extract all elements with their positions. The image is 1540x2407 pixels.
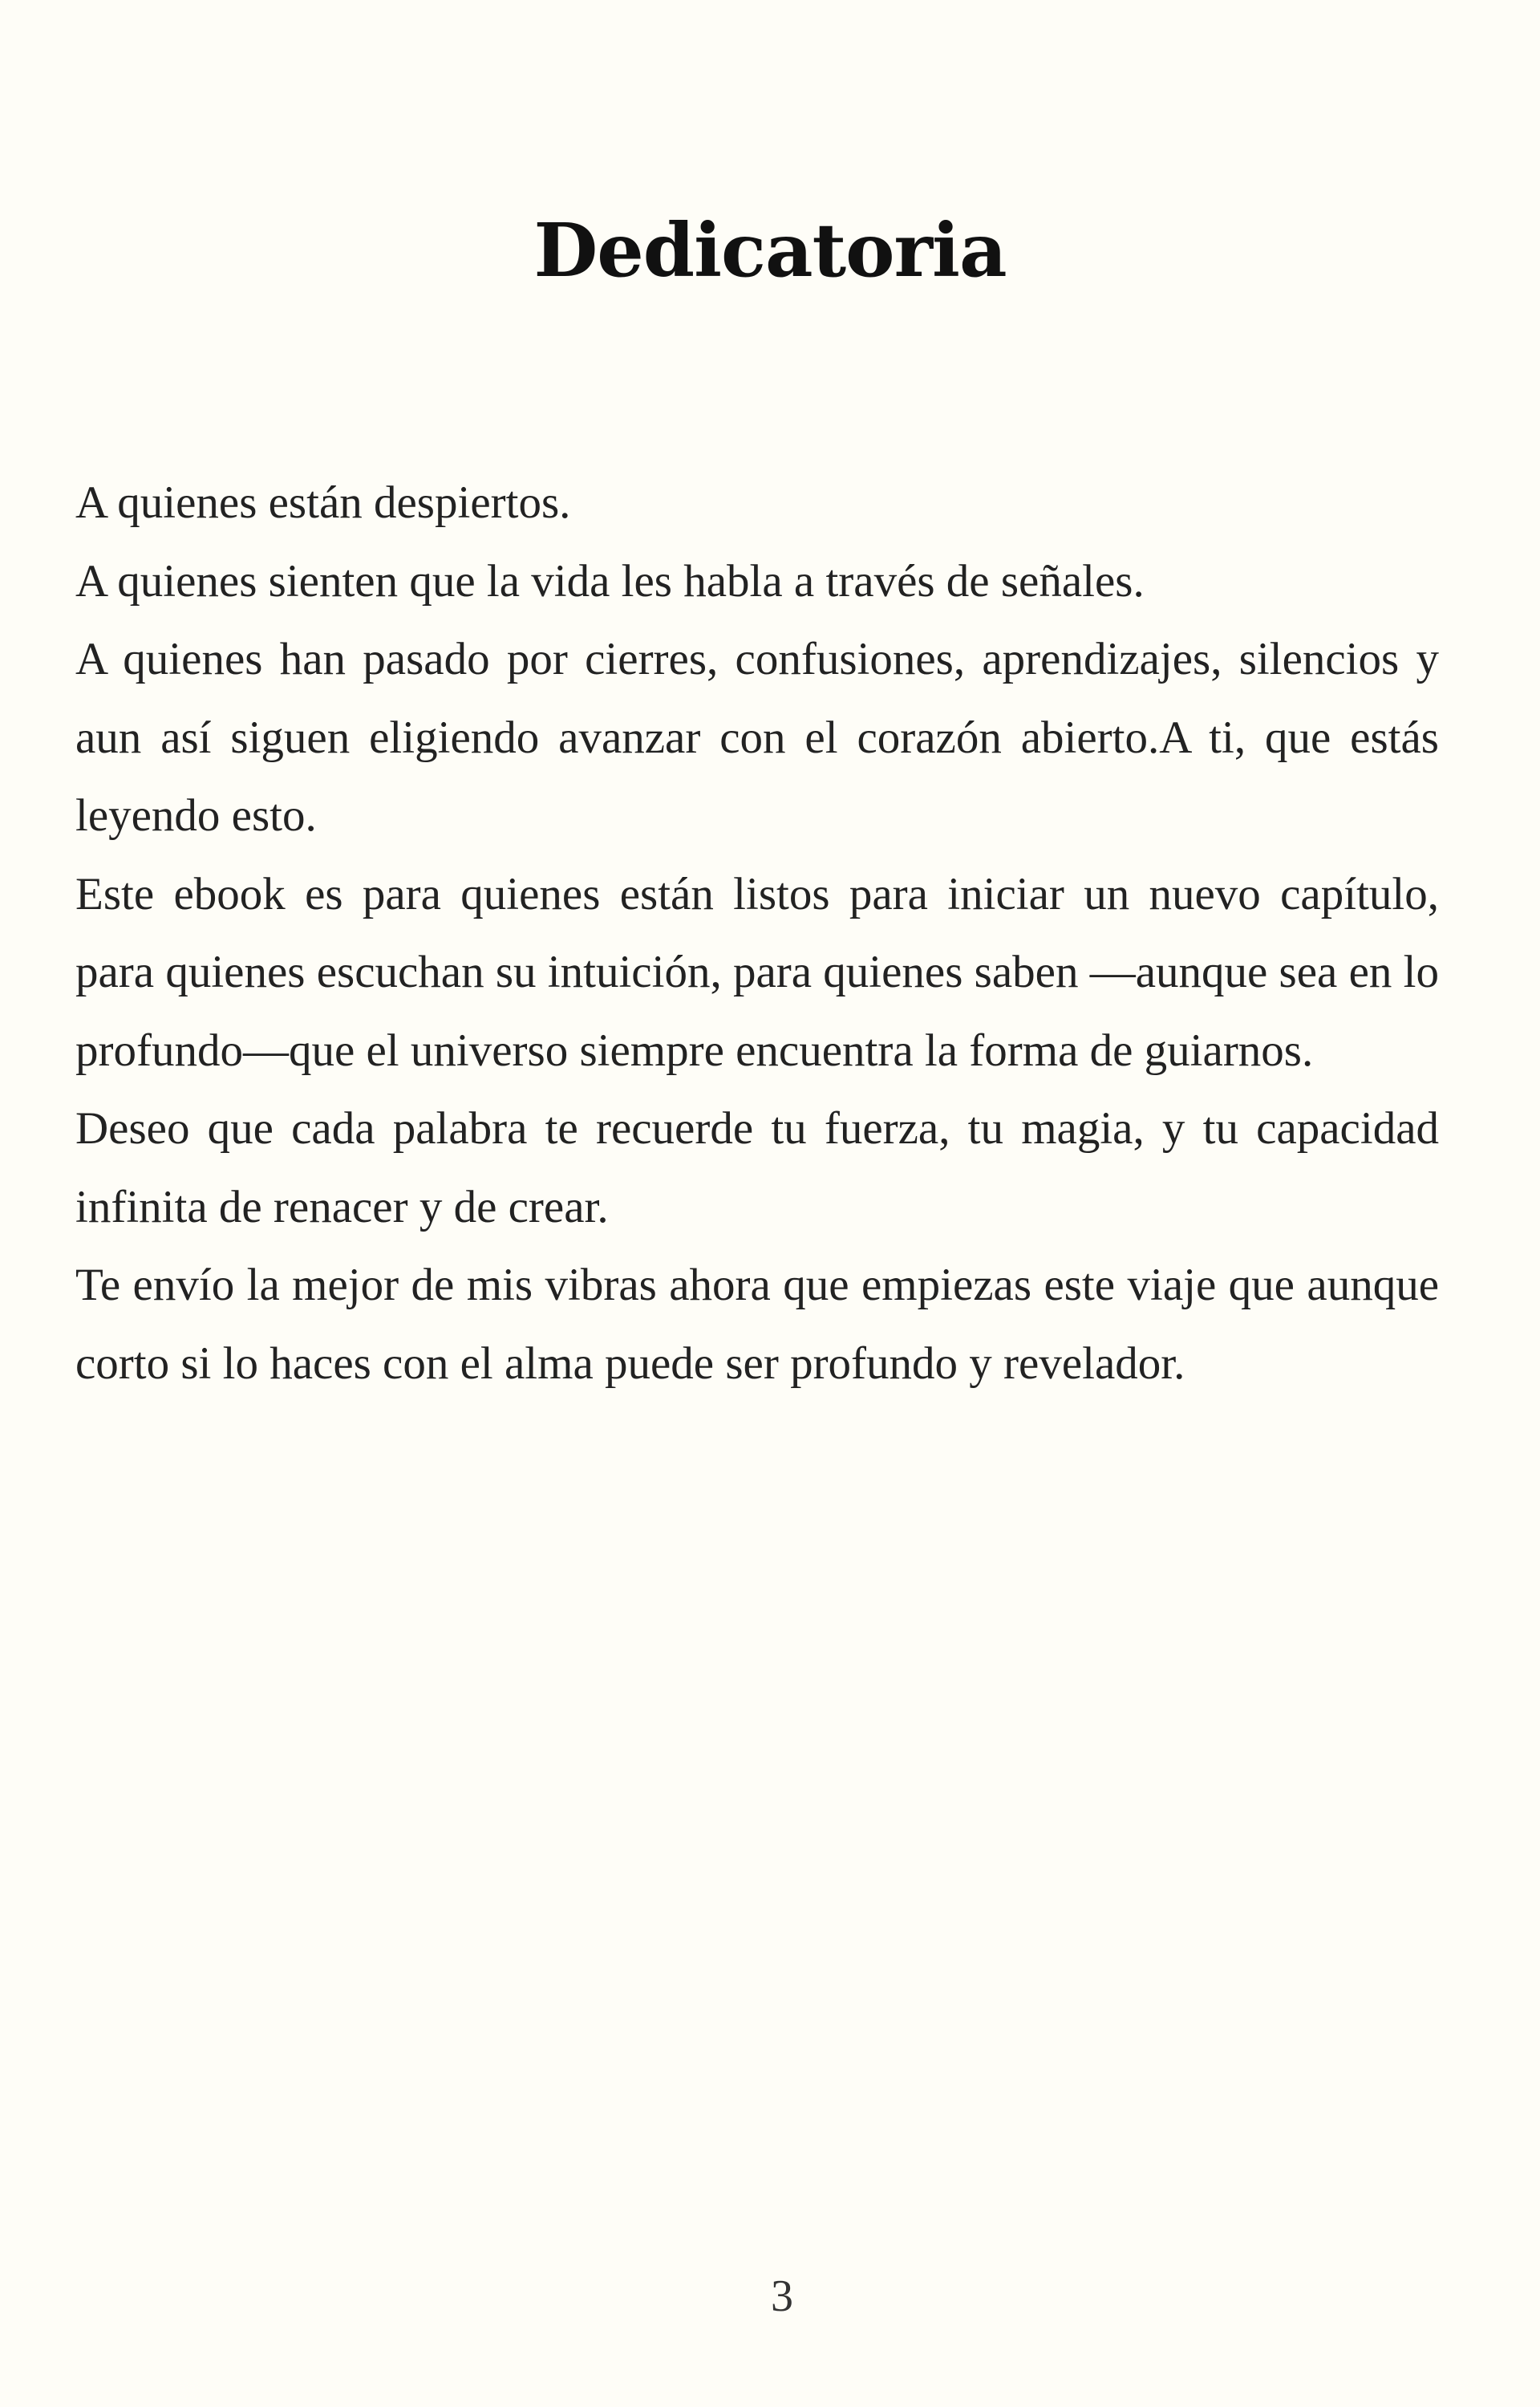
paragraph-6: Te envío la mejor de mis vibras ahora que empiezas este viaje que aunque corto si lo haces con el alma puede ser profundo y revelador. — [75, 1260, 1439, 1389]
page-number: 3 — [771, 2271, 793, 2321]
paragraph-4: Este ebook es para quienes están listos para iniciar un nuevo capítulo, para quienes escuchan su intuición, para quienes saben —aunque sea en lo profundo—que el universo siempre encuentra la forma de guiarnos. — [75, 868, 1439, 1076]
page-title: Dedicatoria — [533, 207, 1007, 294]
paragraph-2: A quienes sienten que la vida les habla a través de señales. — [75, 555, 1145, 607]
paragraph-1: A quienes están despiertos. — [75, 477, 571, 528]
dedication-text — [75, 464, 1439, 1402]
paragraph-5: Deseo que cada palabra te recuerde tu fuerza, tu magia, y tu capacidad infinita de renacer y de crear. — [75, 1103, 1439, 1232]
paragraph-3: A quienes han pasado por cierres, confusiones, aprendizajes, silencios y aun así siguen eligiendo avanzar con el corazón abierto.A ti, que estás leyendo esto. — [75, 634, 1439, 841]
